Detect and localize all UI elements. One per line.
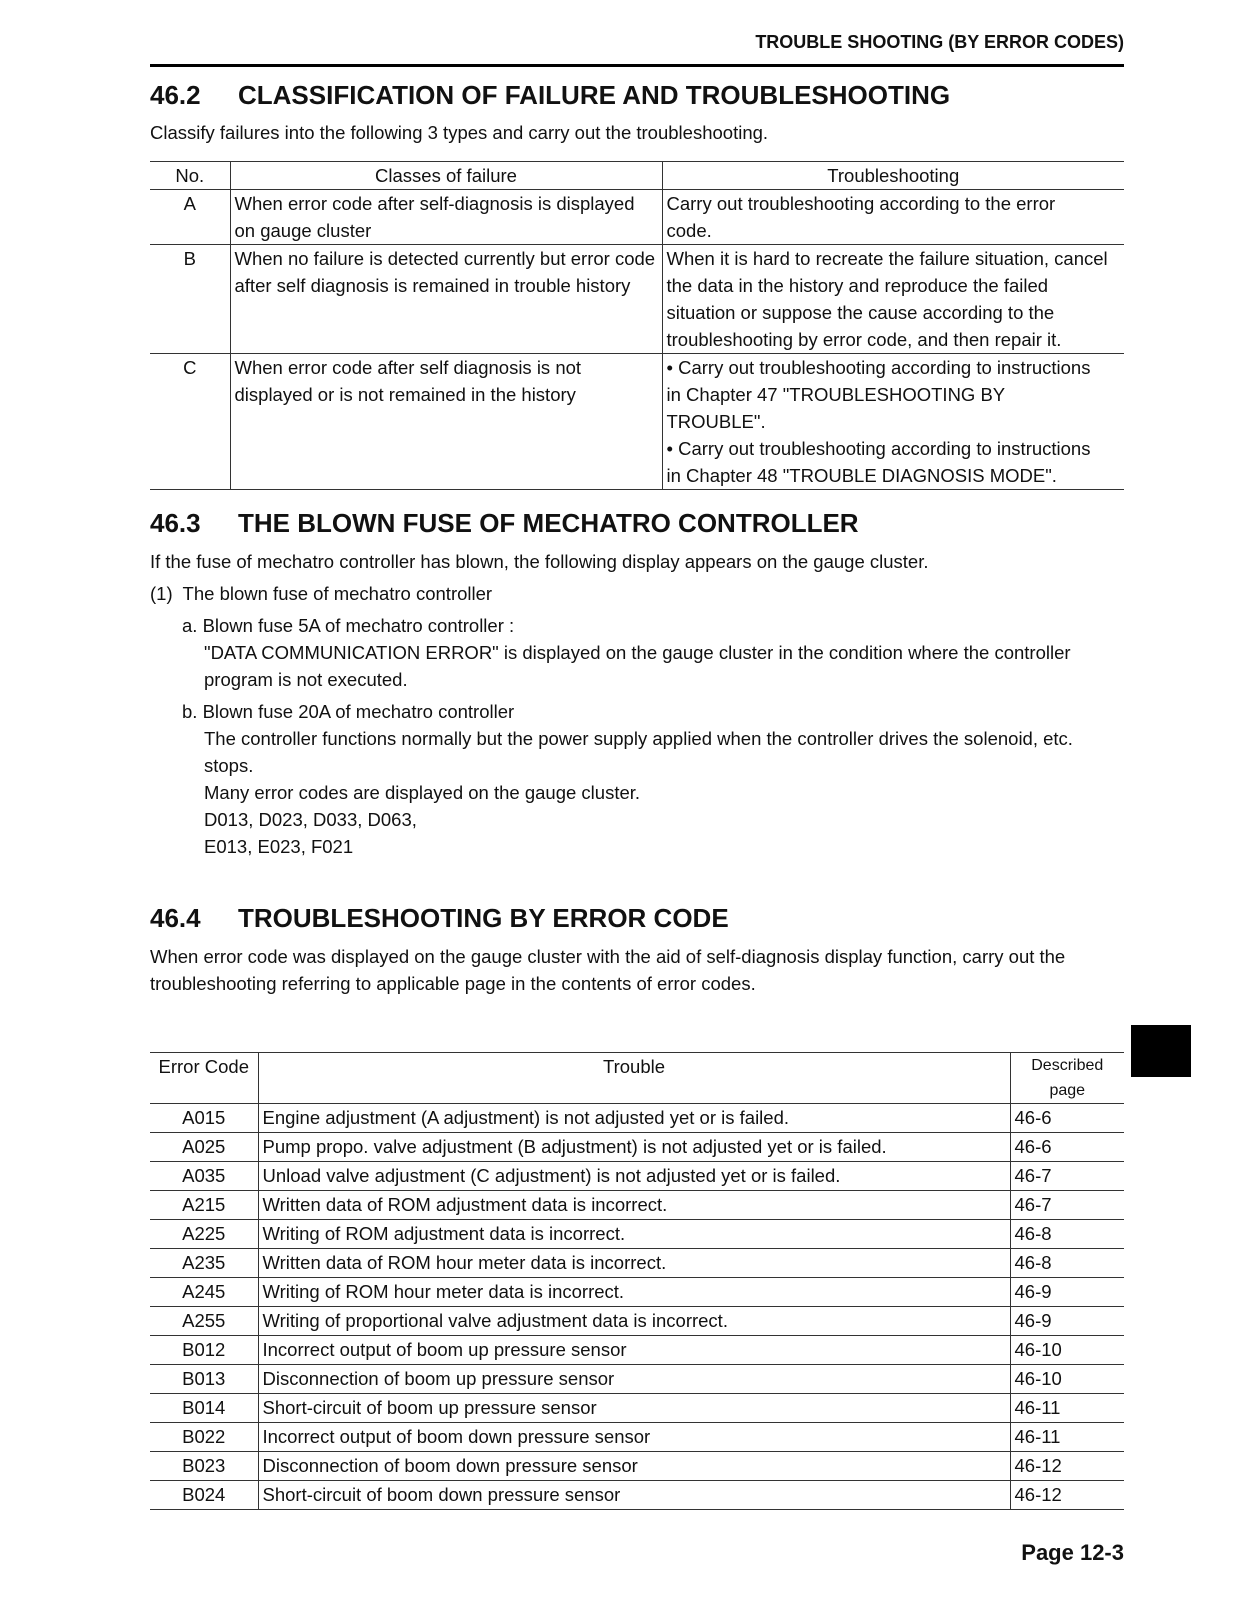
failure-no: B	[183, 248, 196, 269]
error-code: B022	[182, 1426, 226, 1447]
text-line: in Chapter 47 "TROUBLESHOOTING BY	[666, 384, 1006, 405]
table-row	[150, 1249, 1124, 1278]
described-page: 46-9	[1010, 1278, 1124, 1307]
trouble-description: Writing of ROM adjustment data is incorrect.	[258, 1220, 1010, 1249]
text-line: Many error codes are displayed on the gauge cluster.	[204, 782, 641, 803]
text-line: Described	[1031, 1057, 1104, 1074]
section-46-3-intro: If the fuse of mechatro controller has blown, the following display appears on the gauge cluster.	[150, 551, 929, 572]
failure-class-table	[150, 161, 1124, 490]
list-item-b-body	[204, 725, 1124, 860]
failure-no: C	[183, 357, 197, 378]
table-row	[150, 1307, 1124, 1336]
error-code: A215	[182, 1194, 226, 1215]
troubleshooting	[662, 354, 1124, 490]
section-46-4-intro	[150, 943, 1130, 997]
error-code: B024	[182, 1484, 226, 1505]
table-row	[150, 1481, 1124, 1510]
failure-no: A	[183, 193, 196, 214]
column-header: No.	[175, 165, 205, 186]
text-line: situation or suppose the cause according to the	[666, 302, 1055, 323]
text-line: • Carry out troubleshooting according to instructions	[666, 357, 1091, 378]
described-page: 46-7	[1010, 1162, 1124, 1191]
text-line: TROUBLE".	[666, 411, 766, 432]
text-line: in Chapter 48 "TROUBLE DIAGNOSIS MODE".	[666, 465, 1057, 486]
table-row	[150, 190, 1124, 245]
error-code: A015	[182, 1107, 226, 1128]
section-46-3-heading	[150, 508, 859, 539]
text-line: When error code after self-diagnosis is displayed	[234, 193, 635, 214]
error-code: B023	[182, 1455, 226, 1476]
table-row	[150, 1162, 1124, 1191]
error-code-list: D013, D023, D033, D063,	[204, 809, 417, 830]
described-page: 46-11	[1010, 1423, 1124, 1452]
table-row	[150, 1394, 1124, 1423]
table-row	[150, 1278, 1124, 1307]
text-line: "DATA COMMUNICATION ERROR" is displayed on the gauge cluster in the condition where the controller	[204, 642, 1071, 663]
table-row	[150, 1452, 1124, 1481]
described-page: 46-7	[1010, 1191, 1124, 1220]
trouble-description: Disconnection of boom down pressure sensor	[258, 1452, 1010, 1481]
text-line: troubleshooting referring to applicable page in the contents of error codes.	[150, 973, 756, 994]
trouble-description: Short-circuit of boom up pressure sensor	[258, 1394, 1010, 1423]
described-page: 46-6	[1010, 1133, 1124, 1162]
table-row	[150, 1336, 1124, 1365]
table-header-row	[150, 162, 1124, 190]
text-line: the data in the history and reproduce the failed	[666, 275, 1049, 296]
column-header	[1010, 1053, 1124, 1104]
section-title: CLASSIFICATION OF FAILURE AND TROUBLESHOOTING	[238, 80, 951, 110]
text-line: The controller functions normally but the power supply applied when the controller drives the solenoid, etc.	[204, 728, 1073, 749]
chapter-tab-marker	[1131, 1025, 1191, 1077]
trouble-description: Pump propo. valve adjustment (B adjustment) is not adjusted yet or is failed.	[258, 1133, 1010, 1162]
section-title: THE BLOWN FUSE OF MECHATRO CONTROLLER	[238, 508, 859, 538]
trouble-description: Writing of ROM hour meter data is incorrect.	[258, 1278, 1010, 1307]
table-row	[150, 1220, 1124, 1249]
trouble-description: Disconnection of boom up pressure sensor	[258, 1365, 1010, 1394]
text-line: When it is hard to recreate the failure situation, cancel	[666, 248, 1108, 269]
error-code: A035	[182, 1165, 226, 1186]
table-row	[150, 1423, 1124, 1452]
trouble-description: Incorrect output of boom up pressure sensor	[258, 1336, 1010, 1365]
text-line: on gauge cluster	[234, 220, 372, 241]
error-code: B014	[182, 1397, 226, 1418]
error-code: A235	[182, 1252, 226, 1273]
table-row	[150, 1104, 1124, 1133]
text-line: When error code was displayed on the gauge cluster with the aid of self-diagnosis display function, carry out the	[150, 946, 1066, 967]
list-item-a-title: a. Blown fuse 5A of mechatro controller :	[182, 615, 515, 636]
described-page: 46-12	[1010, 1481, 1124, 1510]
column-header: Trouble	[258, 1053, 1010, 1104]
error-code: A245	[182, 1281, 226, 1302]
list-item-1: (1) The blown fuse of mechatro controller	[150, 583, 493, 604]
list-item-b-title: b. Blown fuse 20A of mechatro controller	[182, 701, 515, 722]
error-code: A225	[182, 1223, 226, 1244]
trouble-description: Short-circuit of boom down pressure sensor	[258, 1481, 1010, 1510]
error-code-table	[150, 1052, 1124, 1510]
text-line: code.	[666, 220, 712, 241]
described-page: 46-8	[1010, 1249, 1124, 1278]
error-code: B012	[182, 1339, 226, 1360]
list-item-a-body	[204, 639, 1124, 693]
described-page: 46-9	[1010, 1307, 1124, 1336]
trouble-description: Written data of ROM adjustment data is incorrect.	[258, 1191, 1010, 1220]
table-row	[150, 245, 1124, 354]
failure-class	[230, 190, 662, 245]
trouble-description: Unload valve adjustment (C adjustment) is not adjusted yet or is failed.	[258, 1162, 1010, 1191]
trouble-description: Writing of proportional valve adjustment data is incorrect.	[258, 1307, 1010, 1336]
text-line: program is not executed.	[204, 669, 408, 690]
troubleshooting	[662, 190, 1124, 245]
described-page: 46-10	[1010, 1336, 1124, 1365]
table-row	[150, 1191, 1124, 1220]
text-line: • Carry out troubleshooting according to instructions	[666, 438, 1091, 459]
error-code: A255	[182, 1310, 226, 1331]
troubleshooting	[662, 245, 1124, 354]
text-line: displayed or is not remained in the history	[234, 384, 576, 405]
text-line: When no failure is detected currently but error code	[234, 248, 656, 269]
section-number: 46.3	[150, 508, 201, 538]
described-page: 46-11	[1010, 1394, 1124, 1423]
trouble-description: Written data of ROM hour meter data is incorrect.	[258, 1249, 1010, 1278]
described-page: 46-8	[1010, 1220, 1124, 1249]
error-code: B013	[182, 1368, 226, 1389]
failure-class	[230, 354, 662, 490]
header-rule	[150, 64, 1124, 67]
table-header-row	[150, 1053, 1124, 1104]
text-line: troubleshooting by error code, and then repair it.	[666, 329, 1062, 350]
text-line: When error code after self diagnosis is not	[234, 357, 582, 378]
described-page: 46-10	[1010, 1365, 1124, 1394]
text-line: page	[1049, 1082, 1086, 1099]
section-46-2-heading	[150, 80, 950, 111]
trouble-description: Incorrect output of boom down pressure sensor	[258, 1423, 1010, 1452]
described-page: 46-12	[1010, 1452, 1124, 1481]
trouble-description: Engine adjustment (A adjustment) is not adjusted yet or is failed.	[258, 1104, 1010, 1133]
described-page: 46-6	[1010, 1104, 1124, 1133]
text-line: after self diagnosis is remained in trouble history	[234, 275, 631, 296]
error-code-list: E013, E023, F021	[204, 836, 354, 857]
column-header: Error Code	[158, 1056, 249, 1077]
section-46-4-heading	[150, 903, 729, 934]
error-code: A025	[182, 1136, 226, 1157]
column-header: Troubleshooting	[662, 162, 1124, 190]
table-row	[150, 1133, 1124, 1162]
section-title: TROUBLESHOOTING BY ERROR CODE	[238, 903, 729, 933]
text-line: stops.	[204, 755, 254, 776]
table-row	[150, 1365, 1124, 1394]
text-line: Carry out troubleshooting according to the error	[666, 193, 1056, 214]
section-46-2-intro: Classify failures into the following 3 types and carry out the troubleshooting.	[150, 122, 769, 143]
column-header: Classes of failure	[230, 162, 662, 190]
section-number: 46.4	[150, 903, 201, 933]
table-row	[150, 354, 1124, 490]
running-header: TROUBLE SHOOTING (BY ERROR CODES)	[755, 32, 1124, 52]
failure-class	[230, 245, 662, 354]
page-number: Page 12-3	[1021, 1540, 1124, 1565]
section-number: 46.2	[150, 80, 201, 110]
